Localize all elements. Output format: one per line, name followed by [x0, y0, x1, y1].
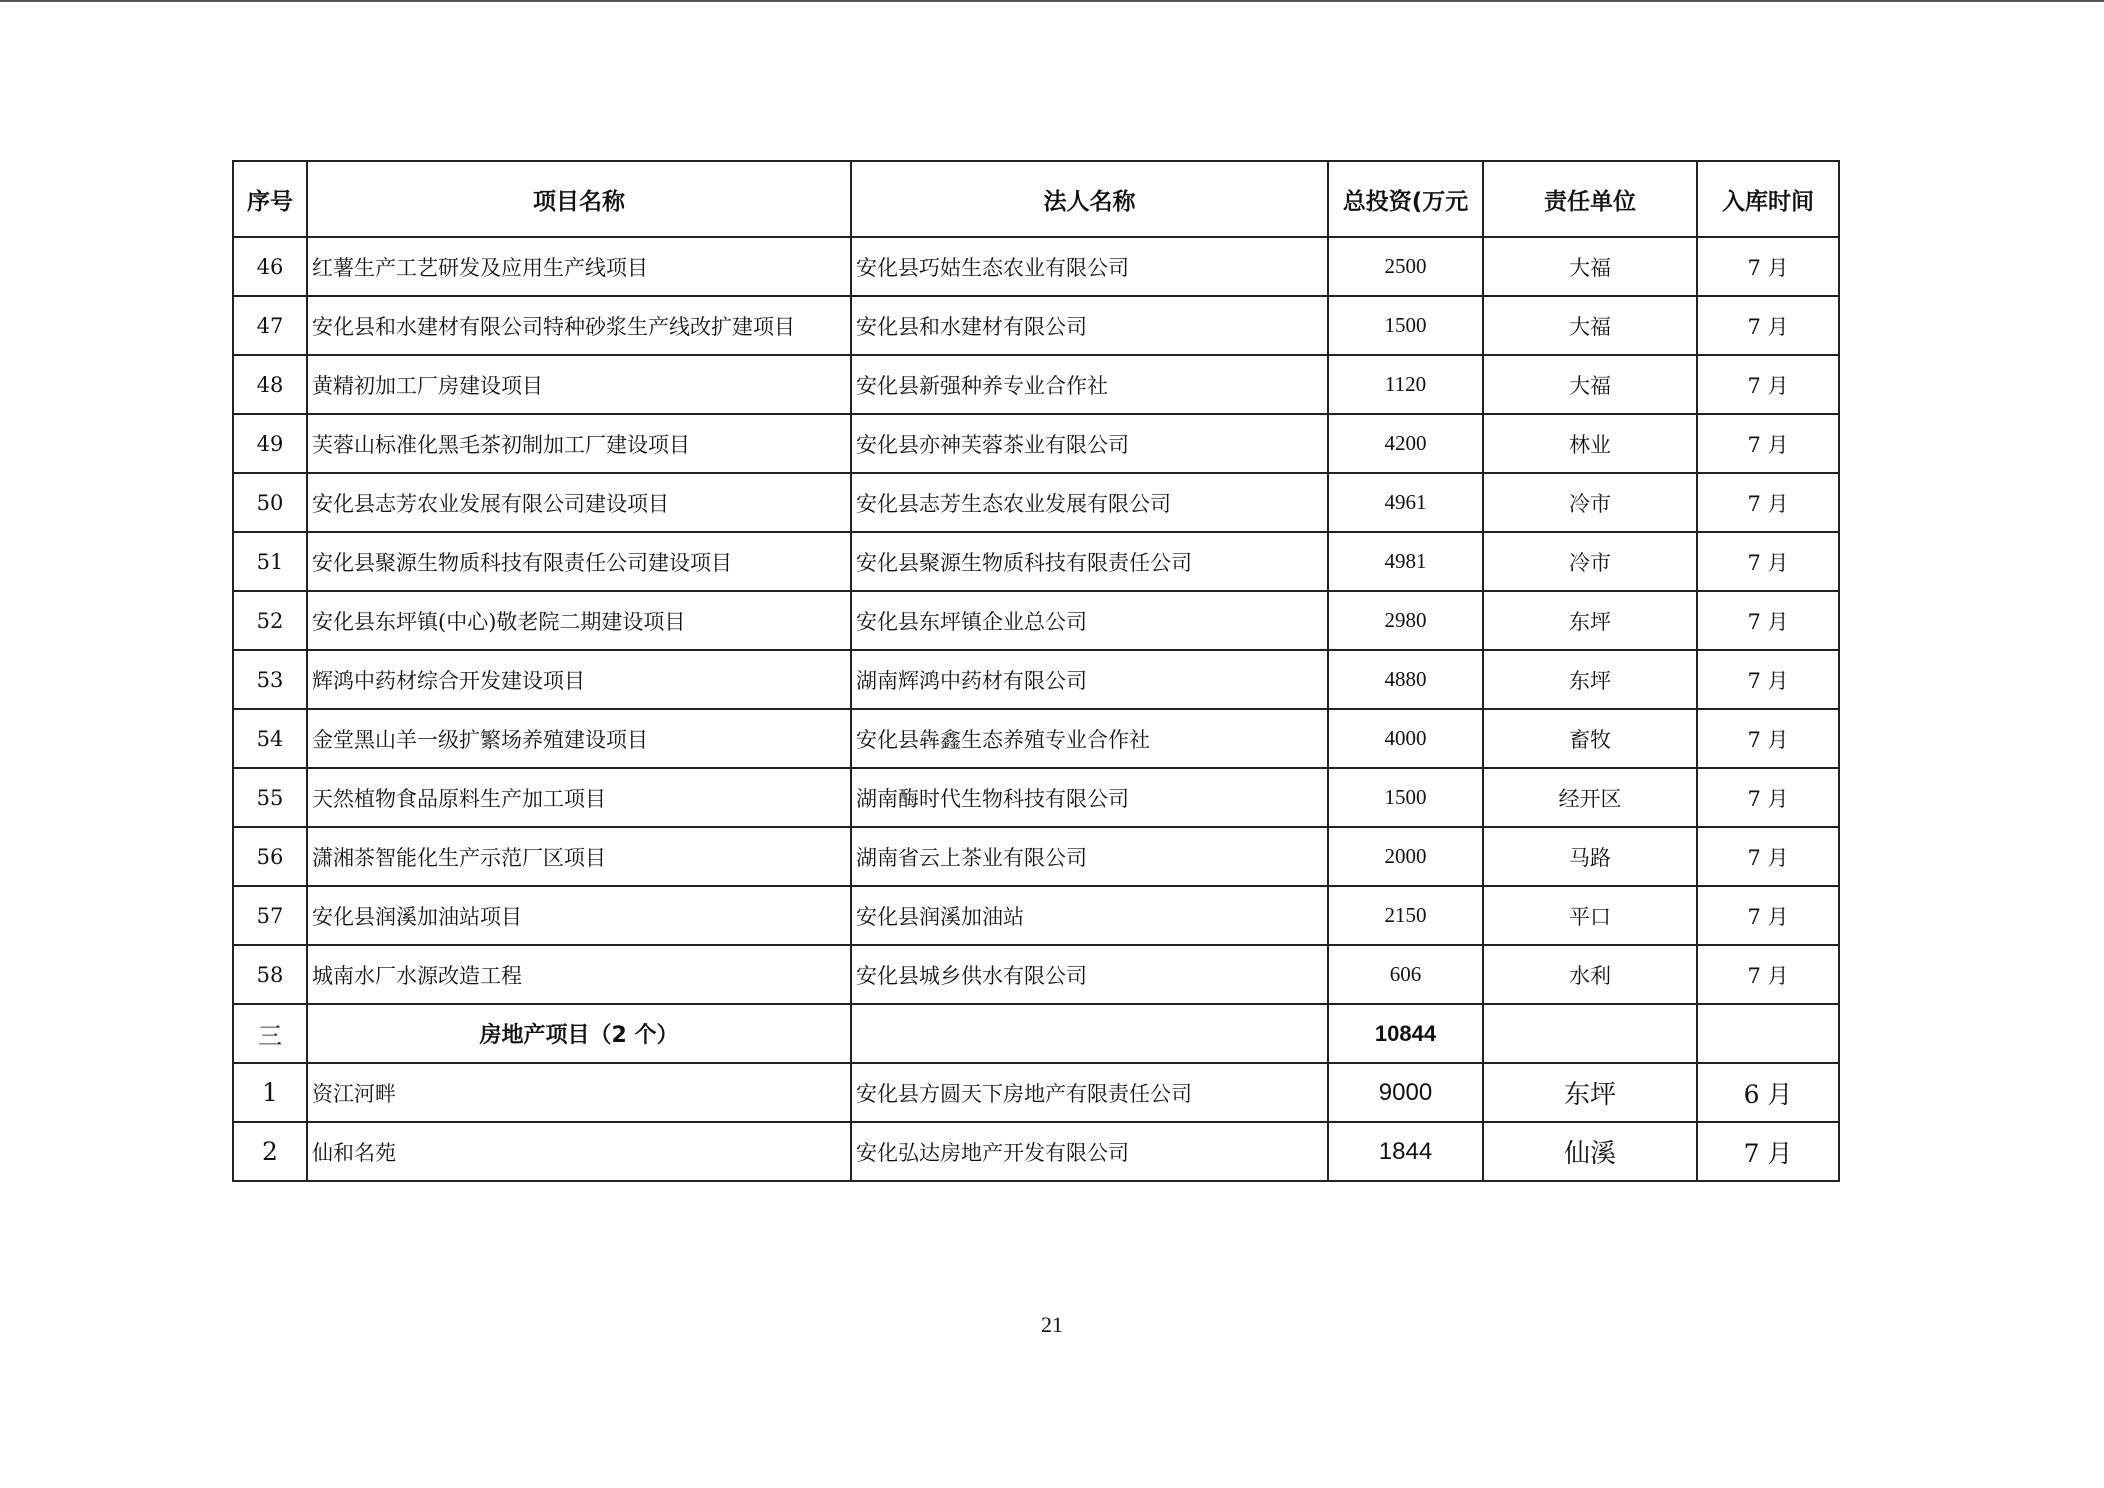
cell-time: 7 月	[1697, 1122, 1839, 1181]
cell-project-name: 金堂黑山羊一级扩繁场养殖建设项目	[307, 709, 851, 768]
cell-time: 7 月	[1697, 237, 1839, 296]
cell-unit: 经开区	[1483, 768, 1697, 827]
cell-legal-entity: 湖南辉鸿中药材有限公司	[851, 650, 1328, 709]
cell-legal-entity: 湖南省云上茶业有限公司	[851, 827, 1328, 886]
cell-project-name: 安化县润溪加油站项目	[307, 886, 851, 945]
cell-seq: 47	[233, 296, 307, 355]
cell-time: 7 月	[1697, 414, 1839, 473]
cell-unit: 水利	[1483, 945, 1697, 1004]
cell-project-name: 潇湘茶智能化生产示范厂区项目	[307, 827, 851, 886]
cell-unit: 冷市	[1483, 532, 1697, 591]
table-row	[233, 296, 1839, 355]
cell-unit: 东坪	[1483, 650, 1697, 709]
cell-investment: 4000	[1328, 709, 1483, 768]
cell-time: 7 月	[1697, 709, 1839, 768]
cell-project-name: 仙和名苑	[307, 1122, 851, 1181]
table-row	[233, 768, 1839, 827]
cell-seq: 46	[233, 237, 307, 296]
cell-project-name: 辉鸿中药材综合开发建设项目	[307, 650, 851, 709]
cell-time: 7 月	[1697, 945, 1839, 1004]
cell-time: 7 月	[1697, 355, 1839, 414]
table-row	[233, 473, 1839, 532]
cell-seq: 50	[233, 473, 307, 532]
cell-project-name: 安化县东坪镇(中心)敬老院二期建设项目	[307, 591, 851, 650]
cell-legal-entity: 安化弘达房地产开发有限公司	[851, 1122, 1328, 1181]
cell-seq: 55	[233, 768, 307, 827]
header-responsible-unit: 责任单位	[1483, 161, 1697, 237]
section-title: 房地产项目（2 个）	[307, 1004, 851, 1063]
cell-unit: 平口	[1483, 886, 1697, 945]
cell-unit: 东坪	[1483, 1063, 1697, 1122]
cell-seq: 49	[233, 414, 307, 473]
cell-time: 7 月	[1697, 296, 1839, 355]
table-row	[233, 237, 1839, 296]
cell-legal-entity: 安化县润溪加油站	[851, 886, 1328, 945]
cell-seq: 48	[233, 355, 307, 414]
cell-unit: 畜牧	[1483, 709, 1697, 768]
cell-seq: 54	[233, 709, 307, 768]
cell-unit: 仙溪	[1483, 1122, 1697, 1181]
cell-unit: 冷市	[1483, 473, 1697, 532]
cell-unit: 大福	[1483, 237, 1697, 296]
cell-empty	[1483, 1004, 1697, 1063]
section-seq: 三	[233, 1004, 307, 1063]
cell-legal-entity: 安化县东坪镇企业总公司	[851, 591, 1328, 650]
cell-investment: 2980	[1328, 591, 1483, 650]
cell-empty	[1697, 1004, 1839, 1063]
cell-project-name: 红薯生产工艺研发及应用生产线项目	[307, 237, 851, 296]
cell-investment: 1500	[1328, 296, 1483, 355]
cell-investment: 4200	[1328, 414, 1483, 473]
table-header-row	[233, 161, 1839, 237]
cell-seq: 53	[233, 650, 307, 709]
cell-investment: 1120	[1328, 355, 1483, 414]
cell-time: 7 月	[1697, 768, 1839, 827]
project-table	[232, 160, 1840, 1182]
cell-seq: 1	[233, 1063, 307, 1122]
cell-investment: 1500	[1328, 768, 1483, 827]
cell-unit: 大福	[1483, 296, 1697, 355]
cell-project-name: 安化县聚源生物质科技有限责任公司建设项目	[307, 532, 851, 591]
header-total-investment: 总投资(万元	[1328, 161, 1483, 237]
cell-project-name: 黄精初加工厂房建设项目	[307, 355, 851, 414]
table-row	[233, 1063, 1839, 1122]
cell-seq: 56	[233, 827, 307, 886]
cell-time: 7 月	[1697, 532, 1839, 591]
cell-unit: 东坪	[1483, 591, 1697, 650]
header-legal-entity: 法人名称	[851, 161, 1328, 237]
cell-time: 7 月	[1697, 473, 1839, 532]
cell-unit: 林业	[1483, 414, 1697, 473]
cell-legal-entity: 安化县和水建材有限公司	[851, 296, 1328, 355]
cell-legal-entity: 安化县方圆天下房地产有限责任公司	[851, 1063, 1328, 1122]
cell-legal-entity: 安化县志芳生态农业发展有限公司	[851, 473, 1328, 532]
table-row	[233, 886, 1839, 945]
cell-project-name: 安化县志芳农业发展有限公司建设项目	[307, 473, 851, 532]
table-row	[233, 1122, 1839, 1181]
cell-investment: 9000	[1328, 1063, 1483, 1122]
cell-project-name: 天然植物食品原料生产加工项目	[307, 768, 851, 827]
section-row-real-estate	[233, 1004, 1839, 1063]
table-row	[233, 650, 1839, 709]
table-row	[233, 532, 1839, 591]
cell-unit: 马路	[1483, 827, 1697, 886]
cell-project-name: 资江河畔	[307, 1063, 851, 1122]
cell-time: 6 月	[1697, 1063, 1839, 1122]
cell-investment: 2150	[1328, 886, 1483, 945]
header-seq: 序号	[233, 161, 307, 237]
cell-project-name: 芙蓉山标准化黑毛茶初制加工厂建设项目	[307, 414, 851, 473]
cell-investment: 1844	[1328, 1122, 1483, 1181]
cell-investment: 4961	[1328, 473, 1483, 532]
table-row	[233, 827, 1839, 886]
section-total-investment: 10844	[1328, 1004, 1483, 1063]
page-top-rule	[0, 0, 2104, 2]
cell-investment: 606	[1328, 945, 1483, 1004]
table-row	[233, 414, 1839, 473]
cell-seq: 51	[233, 532, 307, 591]
table-row	[233, 709, 1839, 768]
cell-legal-entity: 安化县聚源生物质科技有限责任公司	[851, 532, 1328, 591]
table-row	[233, 945, 1839, 1004]
cell-time: 7 月	[1697, 827, 1839, 886]
cell-project-name: 城南水厂水源改造工程	[307, 945, 851, 1004]
cell-empty	[851, 1004, 1328, 1063]
cell-investment: 2500	[1328, 237, 1483, 296]
header-entry-time: 入库时间	[1697, 161, 1839, 237]
cell-legal-entity: 安化县亦神芙蓉茶业有限公司	[851, 414, 1328, 473]
cell-seq: 52	[233, 591, 307, 650]
cell-legal-entity: 湖南酶时代生物科技有限公司	[851, 768, 1328, 827]
table-row	[233, 591, 1839, 650]
cell-investment: 4981	[1328, 532, 1483, 591]
cell-seq: 2	[233, 1122, 307, 1181]
cell-project-name: 安化县和水建材有限公司特种砂浆生产线改扩建项目	[307, 296, 851, 355]
cell-legal-entity: 安化县犇鑫生态养殖专业合作社	[851, 709, 1328, 768]
cell-seq: 57	[233, 886, 307, 945]
cell-investment: 4880	[1328, 650, 1483, 709]
cell-legal-entity: 安化县城乡供水有限公司	[851, 945, 1328, 1004]
table-row	[233, 355, 1839, 414]
cell-time: 7 月	[1697, 591, 1839, 650]
cell-legal-entity: 安化县新强种养专业合作社	[851, 355, 1328, 414]
header-project-name: 项目名称	[307, 161, 851, 237]
cell-time: 7 月	[1697, 650, 1839, 709]
page-number: 21	[1041, 1312, 1063, 1337]
cell-seq: 58	[233, 945, 307, 1004]
cell-investment: 2000	[1328, 827, 1483, 886]
cell-time: 7 月	[1697, 886, 1839, 945]
cell-unit: 大福	[1483, 355, 1697, 414]
cell-legal-entity: 安化县巧姑生态农业有限公司	[851, 237, 1328, 296]
